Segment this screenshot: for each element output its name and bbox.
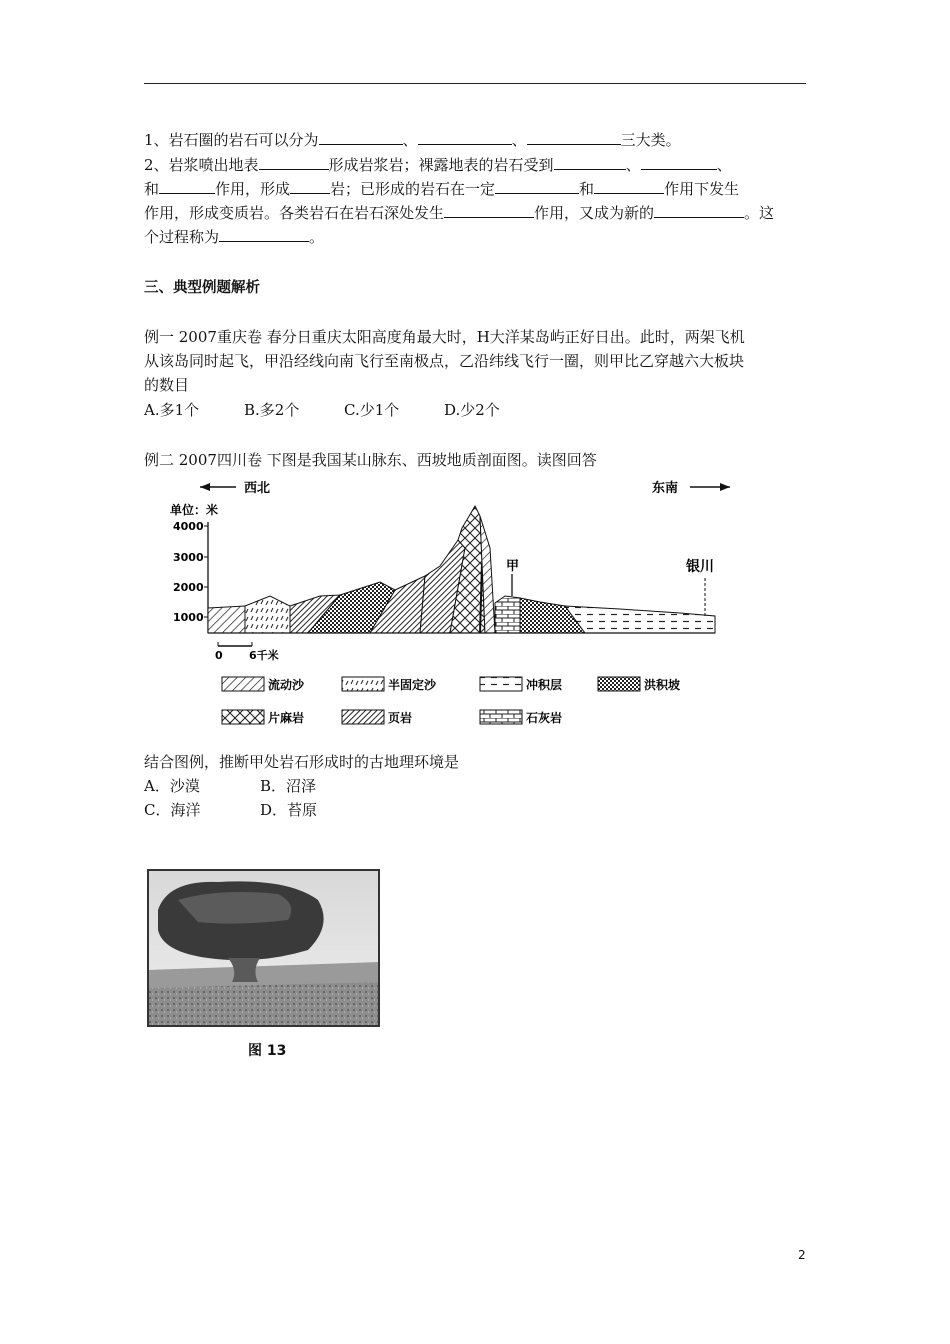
example-1-line-1: 例一 2007重庆卷 春分日重庆太阳高度角最大时，H大洋某岛屿正好日出。此时，两架飞机 (144, 328, 745, 346)
stratum-alluvium (565, 606, 715, 633)
legend-label: 冲积层 (526, 678, 563, 692)
blank[interactable] (290, 179, 330, 194)
blank[interactable] (554, 155, 626, 170)
example-2-question: 结合图例，推断甲处岩石形成时的古地理环境是 (144, 753, 460, 771)
option-c[interactable]: C.少1个 (344, 401, 400, 419)
header-rule (144, 83, 806, 84)
y-tick-label: 3000 (173, 551, 204, 564)
page-number: 2 (798, 1248, 806, 1262)
geologic-cross-section-figure (170, 478, 750, 738)
blank[interactable] (259, 155, 329, 170)
section-title: 三、典型例题解析 (144, 280, 260, 296)
legend-swatch (598, 677, 640, 691)
option-b[interactable]: B．沼泽 (260, 777, 317, 795)
y-tick-label: 4000 (173, 520, 204, 533)
legend-label: 半固定沙 (388, 678, 437, 692)
question-2-line-2: 和 作用，形成 岩；已形成的岩石在一定 和 作用下发生 (144, 180, 740, 198)
question-1: 1、岩石圈的岩石可以分为 、 、 三大类。 (144, 131, 681, 149)
arrow-head-icon (200, 483, 210, 491)
legend-label: 片麻岩 (268, 711, 305, 725)
photo-caption: 图 13 (248, 1043, 287, 1059)
legend-swatch (342, 710, 384, 724)
legend-label: 页岩 (388, 711, 413, 725)
label-jia: 甲 (506, 559, 520, 574)
example-2-options-row-2 (144, 798, 317, 822)
stratum-semi-fixed-sand (245, 596, 290, 633)
y-tick-label: 1000 (173, 611, 204, 624)
blank[interactable] (641, 155, 717, 170)
example-2-options-row-1 (144, 774, 316, 798)
blank[interactable] (495, 179, 579, 194)
option-d[interactable]: D.少2个 (444, 401, 500, 419)
legend-swatch (222, 710, 264, 724)
option-b[interactable]: B.多2个 (244, 401, 300, 419)
west-label: 西北 (244, 481, 271, 496)
option-a[interactable]: A．沙漠 (144, 777, 200, 795)
scale-zero: 0 (215, 649, 223, 662)
option-d[interactable]: D．苔原 (260, 801, 318, 819)
option-a[interactable]: A.多1个 (144, 401, 200, 419)
question-2-line-1: 2、岩浆喷出地表 形成岩浆岩；裸露地表的岩石受到 、 、 (144, 156, 732, 174)
blank[interactable] (159, 179, 215, 194)
blank[interactable] (527, 130, 621, 145)
legend-label: 洪积坡 (644, 678, 681, 692)
unit-label: 单位：米 (170, 503, 219, 517)
question-2-line-3: 作用，形成变质岩。各类岩石在岩石深处发生 作用，又成为新的 。这 (144, 204, 775, 222)
scale-label: 6千米 (249, 649, 279, 662)
arrow-head-icon (720, 483, 730, 491)
legend-swatch (480, 677, 522, 691)
legend-swatch (342, 677, 384, 691)
legend-swatch (222, 677, 264, 691)
blank[interactable] (444, 203, 534, 218)
example-1-line-2: 从该岛同时起飞，甲沿经线向南飞行至南极点，乙沿纬线飞行一圈，则甲比乙穿越六大板块 (144, 352, 745, 370)
label-yinchuan: 银川 (686, 559, 714, 575)
blank[interactable] (319, 130, 403, 145)
option-c[interactable]: C．海洋 (144, 801, 201, 819)
blank[interactable] (654, 203, 744, 218)
question-2-line-4: 个过程称为 。 (144, 228, 325, 246)
east-label: 东南 (652, 481, 679, 496)
y-tick-label: 2000 (173, 581, 204, 594)
example-2-intro: 例二 2007四川卷 下图是我国某山脉东、西坡地质剖面图。读图回答 (144, 451, 597, 469)
blank[interactable] (594, 179, 664, 194)
stratum-limestone-jia (495, 596, 520, 633)
example-1-options (144, 398, 500, 422)
legend-swatch (480, 710, 522, 724)
legend-label: 石灰岩 (526, 711, 563, 725)
legend-label: 流动沙 (268, 678, 305, 692)
stratum-moving-sand (208, 606, 245, 633)
blank[interactable] (219, 227, 309, 242)
example-1-line-3: 的数目 (144, 376, 190, 394)
blank[interactable] (418, 130, 512, 145)
rock-photo (148, 870, 379, 1026)
